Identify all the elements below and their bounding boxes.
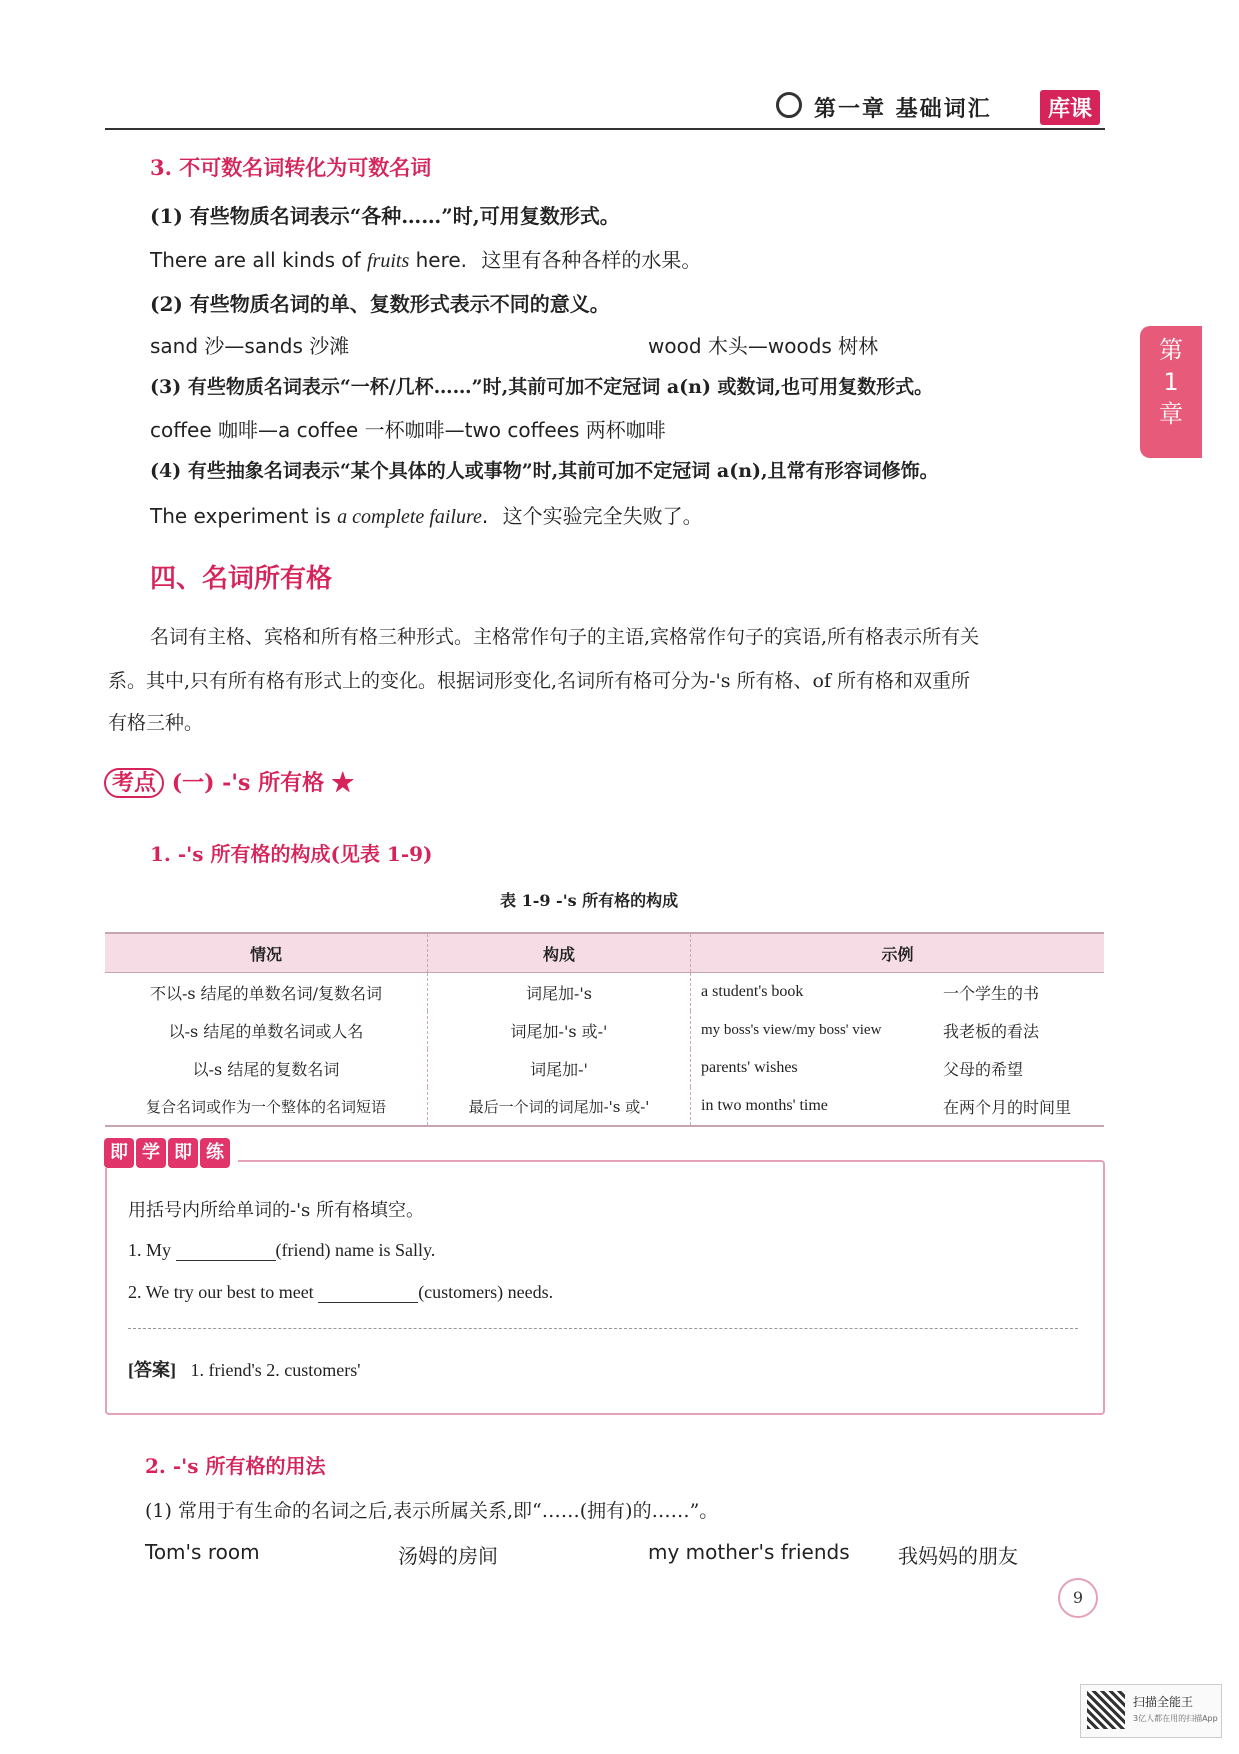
section3-title: 3. 不可数名词转化为可数名词 [150,155,432,180]
ex1-pre: There are all kinds of [150,248,367,272]
section3-p1: (1) 有些物质名词表示“各种……”时,可用复数形式。 [150,204,620,228]
badge-ji2: 即 [168,1138,198,1168]
table-cell-form: 最后一个词的词尾加-'s 或-' [428,1087,691,1126]
item2-ex-b-en: my mother's friends [648,1540,850,1564]
item2-title: 2. -'s 所有格的用法 [145,1454,326,1478]
answer-label: [答案] [128,1360,176,1380]
q1-pre: 1. My [128,1240,176,1260]
table-cell-ex-en: in two months' time [691,1087,943,1126]
q1-blank[interactable] [176,1242,276,1261]
ex4-post: . [481,504,489,528]
kaodian-title: (一) -'s 所有格 [171,770,325,796]
section3-ex1 [150,244,701,273]
section4-title: 四、名词所有格 [150,564,333,594]
table-row [105,1087,1104,1126]
header-rule [105,128,1105,130]
table-cell-case: 不以-s 结尾的单数名词/复数名词 [149,983,383,1003]
chapter-title: 第一章 基础词汇 [814,97,992,122]
section4-para-line1: 名词有主格、宾格和所有格三种形式。主格常作句子的主语,宾格常作句子的宾语,所有格表示所有关 [150,626,980,648]
table-caption: 表 1-9 -'s 所有格的构成 [500,891,679,910]
page-number: 9 [1058,1578,1098,1618]
q1-post: (friend) name is Sally. [275,1240,436,1260]
table-header-form: 构成 [428,933,691,973]
table-cell-ex-en: parents' wishes [691,1049,943,1087]
side-tab-line1: 第 [1159,336,1183,364]
table-cell-ex-cn: 父母的希望 [943,1059,1024,1079]
table-cell-form: 词尾加-' [428,1049,691,1087]
table-header-row [105,933,1104,973]
kaodian-label: 考点 [104,768,164,798]
exercise-answer [128,1356,360,1382]
section3-ex2b: wood 木头—woods 树林 [648,334,879,358]
table-row [105,1049,1104,1087]
scanner-sub: 3亿人都在用的扫描App [1133,1714,1218,1723]
section3-p4: (4) 有些抽象名词表示“某个具体的人或事物”时,其前可加不定冠词 a(n),且常有形容词修饰。 [150,460,939,482]
table-cell-ex-cn: 在两个月的时间里 [942,1087,1104,1126]
item2-ex-b-cn: 我妈妈的朋友 [898,1544,1018,1568]
q2-pre: 2. We try our best to meet [128,1282,319,1302]
table-cell-form: 词尾加-'s 或-' [428,1011,691,1049]
exercise-divider [128,1328,1078,1329]
item1-title: 1. -'s 所有格的构成(见表 1-9) [150,842,433,866]
ex1-cn: 这里有各种各样的水果。 [481,248,702,272]
answer-text: 1. friend's 2. customers' [190,1360,361,1380]
table-cell-case: 以-s 结尾的复数名词 [192,1059,340,1079]
badge-ji1: 即 [104,1138,134,1168]
q2-blank[interactable] [318,1284,418,1303]
scanner-name: 扫描全能王 [1133,1695,1194,1709]
q2-post: (customers) needs. [418,1282,554,1302]
ex4-pre: The experiment is [150,504,338,528]
side-tab-line3: 章 [1159,400,1183,428]
exercise-q2 [128,1282,553,1303]
chapter-icon [776,92,802,118]
possessive-table [105,932,1104,1127]
table-cell-case: 复合名词或作为一个整体的名词短语 [105,1087,428,1126]
section3-ex4 [150,500,703,529]
ex4-cn: 这个实验完全失败了。 [502,504,703,528]
exercise-badges [104,1138,238,1168]
scanner-watermark [1080,1684,1222,1738]
exercise-q1 [128,1240,435,1261]
item2-p1: (1) 常用于有生命的名词之后,表示所属关系,即“……(拥有)的……”。 [145,1500,719,1522]
section3-ex2a: sand 沙—sands 沙滩 [150,334,350,358]
kaodian-heading [104,766,354,797]
side-tab-line2: 1 [1163,368,1179,396]
item2-ex-a-cn: 汤姆的房间 [398,1544,498,1568]
ex1-word: fruits [367,250,410,272]
section4-para-line2: 系。其中,只有所有格有形式上的变化。根据词形变化,名词所有格可分为-'s 所有格、of 所有格和双重所 [108,670,971,692]
brand-logo: 库课 [1040,90,1100,125]
chapter-side-tab [1140,326,1202,458]
item2-ex-a-en: Tom's room [145,1540,260,1564]
section3-p3: (3) 有些物质名词表示“一杯/几杯……”时,其前可加不定冠词 a(n) 或数词,也可用复数形式。 [150,376,934,398]
kaodian-star: ★ [331,770,354,796]
table-row [105,1011,1104,1049]
table-header-case: 情况 [105,933,428,973]
section3-ex3: coffee 咖啡—a coffee 一杯咖啡—two coffees 两杯咖啡 [150,418,666,442]
badge-xue: 学 [136,1138,166,1168]
table-cell-ex-cn: 我老板的看法 [943,1021,1040,1041]
table-cell-form: 词尾加-'s [428,973,691,1012]
table-header-example: 示例 [691,933,1105,973]
table-cell-case: 以-s 结尾的单数名词或人名 [168,1021,364,1041]
badge-lian: 练 [200,1138,230,1168]
ex4-word: a complete failure [337,506,482,528]
section4-para-line3: 有格三种。 [108,712,204,734]
table-cell-ex-cn: 一个学生的书 [943,983,1040,1003]
qr-code-icon [1087,1691,1125,1729]
ex1-post: here. [409,248,468,272]
section3-p2: (2) 有些物质名词的单、复数形式表示不同的意义。 [150,292,610,316]
table-cell-ex-en: a student's book [691,973,943,1012]
exercise-instruction: 用括号内所给单词的-'s 所有格填空。 [128,1200,424,1221]
table-cell-ex-en: my boss's view/my boss' view [691,1011,943,1049]
table-row [105,973,1104,1012]
